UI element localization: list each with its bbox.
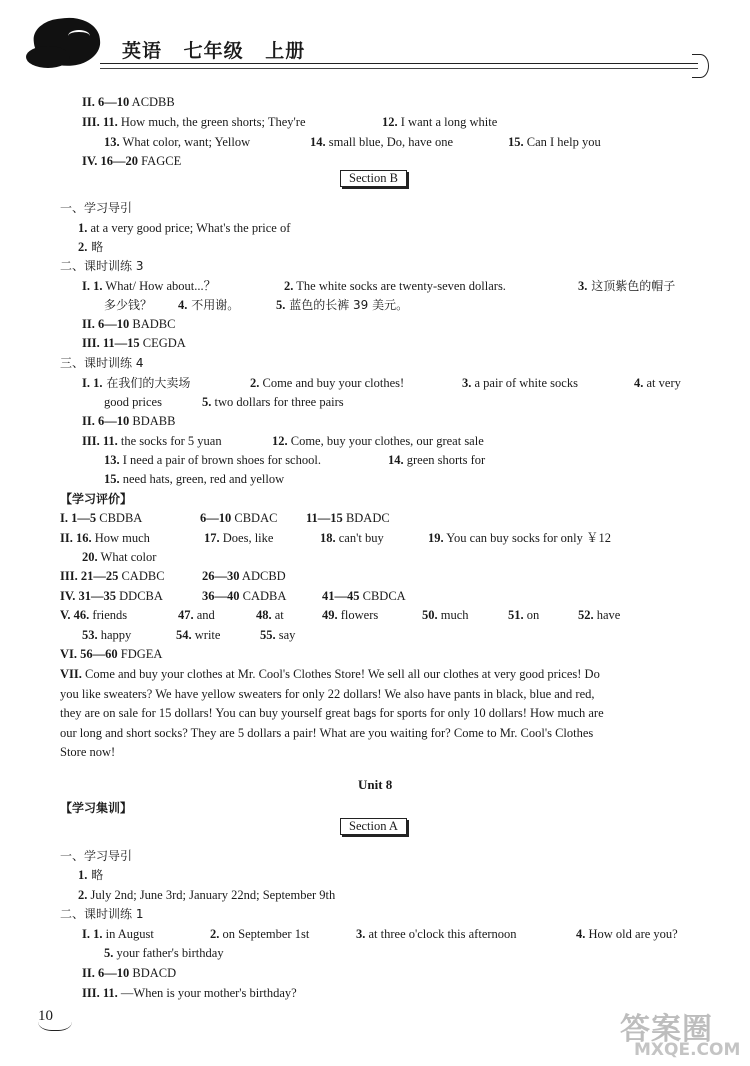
answer-text: 41—45: [322, 589, 360, 603]
answer-text: How old are you?: [585, 927, 678, 941]
answer-text: 48.: [256, 608, 272, 622]
answer-text: 5.: [104, 946, 114, 960]
answer-text: 【学习集训】: [60, 801, 133, 815]
answer-line: [200, 510, 277, 526]
answer-line: [60, 666, 600, 682]
answer-text: How much: [91, 531, 150, 545]
answer-line: [202, 568, 286, 584]
answer-line: [60, 258, 143, 274]
answer-line: [576, 926, 678, 942]
answer-text: 12.: [382, 115, 398, 129]
answer-text: 12.: [272, 434, 288, 448]
answer-text: 36—40: [202, 589, 240, 603]
answer-text: CADBC: [118, 569, 165, 583]
answer-line: [176, 627, 220, 643]
answer-line: [256, 607, 284, 623]
answer-line: [60, 200, 132, 216]
answer-text: CBDAC: [231, 511, 278, 525]
answer-text: I.: [82, 376, 94, 390]
answer-text: 26—30: [202, 569, 240, 583]
answer-text: 11.: [102, 115, 118, 129]
answer-text: small blue, Do, have one: [325, 135, 454, 149]
answer-line: [60, 800, 132, 816]
answer-text: 略: [87, 868, 104, 882]
answer-text: 14.: [310, 135, 326, 149]
answer-text: 17.: [204, 531, 220, 545]
answer-line: [422, 607, 469, 623]
answer-line: [82, 965, 176, 981]
answer-text: 3.: [356, 927, 366, 941]
answer-line: [210, 926, 309, 942]
answer-line: [204, 530, 273, 546]
answer-text: 6—10: [200, 511, 232, 525]
answer-line: [306, 510, 390, 526]
answer-text: 1.: [93, 279, 103, 293]
answer-text: Does, like: [219, 531, 274, 545]
answer-line: [104, 945, 224, 961]
answer-text: II.: [82, 317, 98, 331]
answer-text: and: [193, 608, 215, 622]
answer-text: III.: [82, 986, 103, 1000]
answer-line: [82, 153, 181, 169]
answer-text: IV.: [60, 589, 79, 603]
answer-text: 3.: [462, 376, 472, 390]
answer-text: BDABB: [129, 414, 176, 428]
answer-line: [82, 94, 175, 110]
answer-text: What/ How about...？: [102, 279, 217, 293]
answer-text: II.: [60, 531, 76, 545]
answer-line: [60, 646, 162, 662]
answer-line: [178, 297, 239, 313]
answer-text: ACDBB: [129, 95, 175, 109]
answer-text: 二、课时训练 1: [60, 907, 144, 921]
answer-text: our long and short socks? They are 5 dollars a pair! What are you waiting for? Come to Mr. Cool's Clothes: [60, 726, 594, 740]
answer-line: [82, 278, 216, 294]
answer-text: 2.: [78, 240, 88, 254]
answer-text: at: [271, 608, 284, 622]
answer-line: [60, 686, 595, 702]
answer-text: 55.: [260, 628, 276, 642]
answer-text: good prices: [104, 395, 162, 409]
answer-text: FDGEA: [117, 647, 163, 661]
answer-text: friends: [89, 608, 128, 622]
answer-text: What color: [97, 550, 157, 564]
answer-text: III.: [82, 115, 103, 129]
answer-text: 11—15: [306, 511, 343, 525]
answer-line: [202, 394, 344, 410]
answer-text: say: [275, 628, 296, 642]
answer-line: [78, 220, 290, 236]
answer-text: Store now!: [60, 745, 116, 759]
answer-text: DDCBA: [116, 589, 163, 603]
answer-line: [60, 510, 142, 526]
answer-text: at a very good price; What's the price of: [87, 221, 291, 235]
page-number: 10: [38, 1008, 72, 1031]
answer-line: [60, 530, 150, 546]
answer-text: have: [593, 608, 621, 622]
answer-text: 11.: [102, 986, 118, 1000]
section-heading-box: [340, 170, 407, 187]
answer-text: 4.: [178, 298, 188, 312]
answer-text: VI.: [60, 647, 81, 661]
answer-text: 略: [87, 240, 104, 254]
answer-line: [60, 568, 165, 584]
answer-line: [78, 867, 103, 883]
answer-text: 6—10: [97, 95, 130, 109]
answer-line: [356, 926, 517, 942]
answer-text: 31—35: [78, 589, 117, 603]
answer-text: 这顶紫色的帽子: [587, 279, 676, 293]
answer-text: 14.: [388, 453, 404, 467]
answer-text: I want a long white: [397, 115, 498, 129]
answer-text: 2.: [250, 376, 260, 390]
answer-text: you like sweaters? We have yellow sweaters for only 22 dollars! We also have pants in black, blue and red,: [60, 687, 595, 701]
answer-text: 在我们的大卖场: [102, 376, 191, 390]
answer-text: flowers: [337, 608, 379, 622]
answer-line: [178, 607, 215, 623]
answer-text: 50.: [422, 608, 438, 622]
watermark-logo: 答案圈: [620, 1012, 713, 1047]
answer-text: V.: [60, 608, 74, 622]
answer-text: I.: [82, 279, 94, 293]
answer-text: two dollars for three pairs: [211, 395, 344, 409]
answer-text: 53.: [82, 628, 98, 642]
answer-line: [310, 134, 453, 150]
answer-line: [284, 278, 506, 294]
answer-line: [104, 134, 250, 150]
answer-text: You can buy socks for only ￥12: [443, 531, 611, 545]
answer-text: 18.: [320, 531, 336, 545]
answer-text: at very: [643, 376, 681, 390]
answer-line: [60, 848, 132, 864]
answer-line: [82, 549, 156, 565]
answer-text: How much, the green shorts; They're: [117, 115, 306, 129]
answer-text: 1—5: [71, 511, 97, 525]
answer-text: 5.: [202, 395, 212, 409]
answer-line: [60, 355, 143, 371]
answer-text: Can I help you: [523, 135, 601, 149]
answer-line: [60, 906, 143, 922]
answer-text: What color, want; Yellow: [119, 135, 251, 149]
answer-text: 6—10: [97, 414, 130, 428]
answer-line: [82, 926, 154, 942]
answer-text: CBDBA: [96, 511, 143, 525]
answer-text: green shorts for: [403, 453, 486, 467]
unit-title: Unit 8: [358, 777, 393, 792]
answer-text: I.: [60, 511, 72, 525]
answer-text: 47.: [178, 608, 194, 622]
answer-line: [60, 705, 604, 721]
answer-text: I.: [82, 927, 94, 941]
answer-text: I need a pair of brown shoes for school.: [119, 453, 321, 467]
answer-text: the socks for 5 yuan: [117, 434, 222, 448]
answer-line: [388, 452, 485, 468]
answer-text: 13.: [104, 453, 120, 467]
answer-line: [104, 394, 162, 410]
answer-text: —When is your mother's birthday?: [117, 986, 297, 1000]
answer-line: [320, 530, 384, 546]
answer-line: [60, 588, 163, 604]
answer-text: 16—20: [100, 154, 139, 168]
answer-text: 不用谢。: [187, 298, 240, 312]
answer-line: [82, 335, 186, 351]
section-heading: Section B: [340, 170, 407, 187]
answer-line: [82, 375, 190, 391]
answer-text: 54.: [176, 628, 192, 642]
answer-line: [272, 433, 484, 449]
answer-line: [578, 607, 620, 623]
answer-text: CADBA: [239, 589, 287, 603]
section-heading-box: [340, 818, 407, 835]
answer-line: [82, 114, 306, 130]
answer-text: 51.: [508, 608, 524, 622]
answer-text: III.: [60, 569, 81, 583]
answer-line: [202, 588, 286, 604]
answer-text: VII.: [60, 667, 86, 681]
answer-text: Come, buy your clothes, our great sale: [287, 434, 484, 448]
answer-line: [382, 114, 497, 130]
answer-text: 一、学习导引: [60, 201, 133, 215]
answer-text: 11.: [102, 434, 118, 448]
answer-line: [462, 375, 578, 391]
answer-text: much: [437, 608, 469, 622]
answer-text: 5.: [276, 298, 286, 312]
answer-line: [322, 607, 378, 623]
answer-line: [60, 725, 593, 741]
answer-line: [82, 985, 297, 1001]
answer-line: [508, 134, 601, 150]
answer-line: [260, 627, 295, 643]
answer-text: 2.: [284, 279, 294, 293]
answer-text: July 2nd; June 3rd; January 22nd; September 9th: [87, 888, 336, 902]
answer-text: 6—10: [97, 317, 130, 331]
answer-text: CEGDA: [139, 336, 186, 350]
answer-text: II.: [82, 966, 98, 980]
answer-text: your father's birthday: [113, 946, 224, 960]
answer-text: IV.: [82, 154, 101, 168]
answer-text: 15.: [508, 135, 524, 149]
answer-line: [428, 530, 611, 546]
answer-text: need hats, green, red and yellow: [119, 472, 285, 486]
answer-text: 4.: [634, 376, 644, 390]
answer-text: 11—15: [102, 336, 140, 350]
answer-line: [78, 239, 103, 255]
answer-text: BADBC: [129, 317, 176, 331]
answer-text: 49.: [322, 608, 338, 622]
answer-text: III.: [82, 336, 103, 350]
answer-text: 3.: [578, 279, 588, 293]
answer-text: 1.: [93, 927, 103, 941]
answer-text: 2.: [210, 927, 220, 941]
answer-line: [104, 452, 321, 468]
answer-text: 21—25: [80, 569, 119, 583]
answer-line: [508, 607, 539, 623]
answer-text: III.: [82, 434, 103, 448]
answer-text: 多少钱？: [104, 298, 153, 312]
answer-line: [104, 471, 284, 487]
answer-line: [60, 744, 115, 760]
header-volume: 上册: [265, 40, 306, 62]
answer-text: on: [523, 608, 540, 622]
answer-line: [82, 413, 175, 429]
answer-text: 56—60: [80, 647, 118, 661]
answer-text: 1.: [93, 376, 103, 390]
answer-text: can't buy: [335, 531, 384, 545]
answer-text: 2.: [78, 888, 88, 902]
answer-text: 蓝色的长裤 39 美元。: [285, 298, 409, 312]
answer-text: write: [191, 628, 221, 642]
answer-text: II.: [82, 414, 98, 428]
answer-text: 1.: [78, 868, 88, 882]
answer-line: [104, 297, 152, 313]
answer-text: BDADC: [342, 511, 390, 525]
answer-text: 一、学习导引: [60, 849, 133, 863]
answer-line: [82, 316, 175, 332]
answer-text: 【学习评价】: [60, 492, 133, 506]
answer-text: they are on sale for 15 dollars! You can buy yourself great bags for sports for only 10 dollars! How much are: [60, 706, 604, 720]
answer-text: happy: [97, 628, 132, 642]
answer-text: 6—10: [97, 966, 130, 980]
answer-line: [60, 607, 127, 623]
answer-text: 1.: [78, 221, 88, 235]
answer-text: 13.: [104, 135, 120, 149]
answer-text: at three o'clock this afternoon: [365, 927, 517, 941]
answer-text: BDACD: [129, 966, 177, 980]
answer-text: CBDCA: [359, 589, 406, 603]
answer-line: [82, 627, 131, 643]
section-heading: Section A: [340, 818, 407, 835]
answer-text: The white socks are twenty-seven dollars.: [293, 279, 506, 293]
answer-line: [578, 278, 675, 294]
answer-text: 19.: [428, 531, 444, 545]
answer-line: [60, 491, 132, 507]
answer-text: in August: [102, 927, 154, 941]
answer-text: 二、课时训练 3: [60, 259, 144, 273]
header-subject: 英语: [122, 40, 163, 62]
answer-line: [322, 588, 406, 604]
answer-text: on September 1st: [219, 927, 310, 941]
answer-text: Come and buy your clothes!: [259, 376, 405, 390]
header-grade: 七年级: [183, 40, 244, 62]
answer-text: a pair of white socks: [471, 376, 578, 390]
answer-line: [250, 375, 404, 391]
answer-text: 4.: [576, 927, 586, 941]
answer-line: [276, 297, 408, 313]
answer-text: 52.: [578, 608, 594, 622]
answer-line: [634, 375, 681, 391]
answer-text: 三、课时训练 4: [60, 356, 144, 370]
watermark-url: MXQE.COM: [634, 1040, 741, 1060]
answer-line: [78, 887, 335, 903]
answer-text: 15.: [104, 472, 120, 486]
answer-line: [82, 433, 222, 449]
answer-text: 46.: [73, 608, 90, 622]
answer-text: 16.: [75, 531, 92, 545]
answer-text: II.: [82, 95, 98, 109]
answer-text: 20.: [82, 550, 98, 564]
answer-text: ADCBD: [239, 569, 286, 583]
answer-text: FAGCE: [138, 154, 182, 168]
answer-text: Come and buy your clothes at Mr. Cool's Clothes Store! We sell all our clothes at very good prices! Do: [85, 667, 600, 681]
